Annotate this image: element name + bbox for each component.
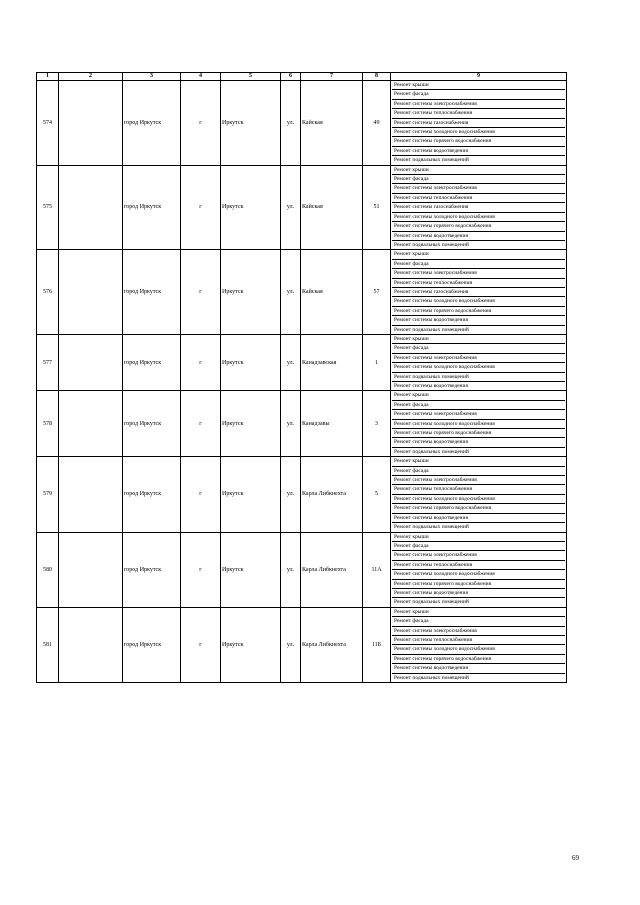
work-item: Ремонт системы холодного водоснабжения — [392, 645, 565, 654]
work-item: Ремонт системы водоотведения — [392, 147, 565, 156]
work-item: Ремонт системы горячего водоснабжения — [392, 655, 565, 664]
column-header: 8 — [363, 73, 391, 81]
work-item: Ремонт фасада — [392, 401, 565, 410]
column-2-cell — [59, 607, 123, 682]
city-cell: Иркутск — [221, 532, 281, 607]
city-cell: Иркутск — [221, 457, 281, 532]
work-item: Ремонт крыши — [392, 608, 565, 617]
city-cell: Иркутск — [221, 391, 281, 457]
record-number: 580 — [37, 532, 59, 607]
house-number-cell: 57 — [363, 250, 391, 335]
table-row — [37, 532, 567, 607]
work-item: Ремонт системы электроснабжения — [392, 184, 565, 193]
works-cell — [391, 250, 567, 335]
street-type-cell: ул. — [281, 250, 301, 335]
work-item: Ремонт системы горячего водоснабжения — [392, 307, 565, 316]
settlement-cell: город Иркутск — [123, 334, 181, 390]
work-item: Ремонт системы электроснабжения — [392, 410, 565, 419]
work-item: Ремонт системы водоотведения — [394, 383, 468, 389]
work-item: Ремонт системы электроснабжения — [392, 476, 565, 485]
record-number: 577 — [37, 334, 59, 390]
work-item: Ремонт системы горячего водоснабжения — [392, 429, 565, 438]
work-item: Ремонт системы газоснабжения — [392, 119, 565, 128]
work-item: Ремонт системы холодного водоснабжения — [392, 297, 565, 306]
work-item: Ремонт системы холодного водоснабжения — [392, 128, 565, 137]
street-type-cell: ул. — [281, 391, 301, 457]
work-item: Ремонт системы водоотведения — [392, 316, 565, 325]
column-2-cell — [59, 457, 123, 532]
work-item: Ремонт системы водоотведения — [392, 664, 565, 673]
table-row — [37, 81, 567, 166]
column-header: 7 — [301, 73, 363, 81]
work-item: Ремонт системы электроснабжения — [392, 100, 565, 109]
work-item: Ремонт системы теплоснабжения — [392, 561, 565, 570]
record-number: 576 — [37, 250, 59, 335]
street-cell: Карла Либкнехта — [301, 457, 363, 532]
works-cell — [391, 391, 567, 457]
repair-program-table — [36, 72, 567, 683]
work-item: Ремонт крыши — [392, 250, 565, 259]
record-number: 579 — [37, 457, 59, 532]
city-cell: Иркутск — [221, 607, 281, 682]
work-item: Ремонт системы теплоснабжения — [392, 485, 565, 494]
house-number-cell: 1 — [363, 334, 391, 390]
column-header: 6 — [281, 73, 301, 81]
house-number-cell: 51 — [363, 165, 391, 250]
locality-type-cell: г — [181, 391, 221, 457]
settlement-cell: город Иркутск — [123, 165, 181, 250]
work-item: Ремонт системы холодного водоснабжения — [392, 420, 565, 429]
table-row — [37, 391, 567, 457]
work-item: Ремонт системы электроснабжения — [392, 354, 565, 363]
works-cell — [391, 334, 567, 390]
work-item: Ремонт подвальных помещений — [392, 373, 565, 382]
street-cell: Карла Либкнехта — [301, 607, 363, 682]
table-body — [37, 81, 567, 683]
work-item: Ремонт системы электроснабжения — [392, 551, 565, 560]
column-header: 9 — [391, 73, 567, 81]
work-item: Ремонт системы газоснабжения — [392, 288, 565, 297]
street-cell: Канадзавская — [301, 334, 363, 390]
column-header: 4 — [181, 73, 221, 81]
work-item: Ремонт подвальных помещений — [394, 674, 469, 681]
column-header: 2 — [59, 73, 123, 81]
works-cell — [391, 607, 567, 682]
work-item: Ремонт крыши — [392, 335, 565, 344]
record-number: 578 — [37, 391, 59, 457]
record-number: 574 — [37, 81, 59, 166]
work-item: Ремонт системы горячего водоснабжения — [392, 504, 565, 513]
works-cell — [391, 81, 567, 166]
city-cell: Иркутск — [221, 334, 281, 390]
work-item: Ремонт системы холодного водоснабжения — [392, 363, 565, 372]
table-row — [37, 334, 567, 390]
house-number-cell: 11А — [363, 532, 391, 607]
street-cell: Кайская — [301, 165, 363, 250]
column-2-cell — [59, 334, 123, 390]
street-type-cell: ул. — [281, 81, 301, 166]
work-item: Ремонт системы водоотведения — [392, 589, 565, 598]
street-type-cell: ул. — [281, 334, 301, 390]
column-2-cell — [59, 391, 123, 457]
work-item: Ремонт системы теплоснабжения — [392, 636, 565, 645]
house-number-cell: 5 — [363, 457, 391, 532]
work-item: Ремонт фасада — [392, 617, 565, 626]
column-2-cell — [59, 81, 123, 166]
works-cell — [391, 532, 567, 607]
city-cell: Иркутск — [221, 250, 281, 335]
record-number: 575 — [37, 165, 59, 250]
page-number: 69 — [572, 854, 579, 862]
street-cell: Карла Либкнехта — [301, 532, 363, 607]
work-item: Ремонт системы теплоснабжения — [392, 194, 565, 203]
work-item: Ремонт системы водоотведения — [392, 514, 565, 523]
work-item: Ремонт подвальных помещений — [394, 524, 469, 531]
work-item: Ремонт крыши — [392, 391, 565, 400]
work-item: Ремонт системы холодного водоснабжения — [392, 570, 565, 579]
work-item: Ремонт фасада — [392, 542, 565, 551]
work-item: Ремонт крыши — [392, 166, 565, 175]
record-number: 581 — [37, 607, 59, 682]
street-type-cell: ул. — [281, 532, 301, 607]
work-item: Ремонт подвальных помещений — [394, 599, 469, 606]
work-item: Ремонт системы водоотведения — [392, 232, 565, 241]
street-type-cell: ул. — [281, 165, 301, 250]
street-type-cell: ул. — [281, 457, 301, 532]
settlement-cell: город Иркутск — [123, 250, 181, 335]
street-cell: Канадзавы — [301, 391, 363, 457]
settlement-cell: город Иркутск — [123, 391, 181, 457]
street-cell: Кайская — [301, 250, 363, 335]
work-item: Ремонт системы водоотведения — [392, 438, 565, 447]
works-cell — [391, 457, 567, 532]
column-2-cell — [59, 165, 123, 250]
work-item: Ремонт фасада — [392, 467, 565, 476]
work-item: Ремонт системы горячего водоснабжения — [392, 222, 565, 231]
locality-type-cell: г — [181, 607, 221, 682]
work-item: Ремонт крыши — [392, 533, 565, 542]
header-row — [37, 73, 567, 81]
work-item: Ремонт фасада — [392, 344, 565, 353]
work-item: Ремонт системы газоснабжения — [392, 203, 565, 212]
work-item: Ремонт системы горячего водоснабжения — [392, 580, 565, 589]
locality-type-cell: г — [181, 532, 221, 607]
work-item: Ремонт системы холодного водоснабжения — [392, 495, 565, 504]
column-2-cell — [59, 532, 123, 607]
work-item: Ремонт крыши — [392, 457, 565, 466]
settlement-cell: город Иркутск — [123, 457, 181, 532]
work-item: Ремонт подвальных помещений — [394, 448, 469, 455]
column-header: 1 — [37, 73, 59, 81]
locality-type-cell: г — [181, 334, 221, 390]
locality-type-cell: г — [181, 81, 221, 166]
work-item: Ремонт подвальных помещений — [394, 157, 469, 164]
table-row — [37, 165, 567, 250]
work-item: Ремонт крыши — [392, 81, 565, 90]
work-item: Ремонт системы электроснабжения — [392, 627, 565, 636]
work-item: Ремонт фасада — [392, 90, 565, 99]
work-item: Ремонт подвальных помещений — [394, 326, 469, 333]
settlement-cell: город Иркутск — [123, 81, 181, 166]
column-header: 5 — [221, 73, 281, 81]
works-cell — [391, 165, 567, 250]
work-item: Ремонт фасада — [392, 260, 565, 269]
house-number-cell: 11Б — [363, 607, 391, 682]
work-item: Ремонт системы теплоснабжения — [392, 279, 565, 288]
street-type-cell: ул. — [281, 607, 301, 682]
street-cell: Кайская — [301, 81, 363, 166]
locality-type-cell: г — [181, 457, 221, 532]
table-row — [37, 607, 567, 682]
work-item: Ремонт фасада — [392, 175, 565, 184]
work-item: Ремонт подвальных помещений — [394, 241, 469, 248]
column-2-cell — [59, 250, 123, 335]
column-header: 3 — [123, 73, 181, 81]
table-row — [37, 457, 567, 532]
work-item: Ремонт системы электроснабжения — [392, 269, 565, 278]
locality-type-cell: г — [181, 165, 221, 250]
settlement-cell: город Иркутск — [123, 607, 181, 682]
work-item: Ремонт системы теплоснабжения — [392, 109, 565, 118]
table-row — [37, 250, 567, 335]
city-cell: Иркутск — [221, 165, 281, 250]
locality-type-cell: г — [181, 250, 221, 335]
settlement-cell: город Иркутск — [123, 532, 181, 607]
work-item: Ремонт системы холодного водоснабжения — [392, 213, 565, 222]
work-item: Ремонт системы горячего водоснабжения — [392, 137, 565, 146]
house-number-cell: 49 — [363, 81, 391, 166]
city-cell: Иркутск — [221, 81, 281, 166]
house-number-cell: 3 — [363, 391, 391, 457]
